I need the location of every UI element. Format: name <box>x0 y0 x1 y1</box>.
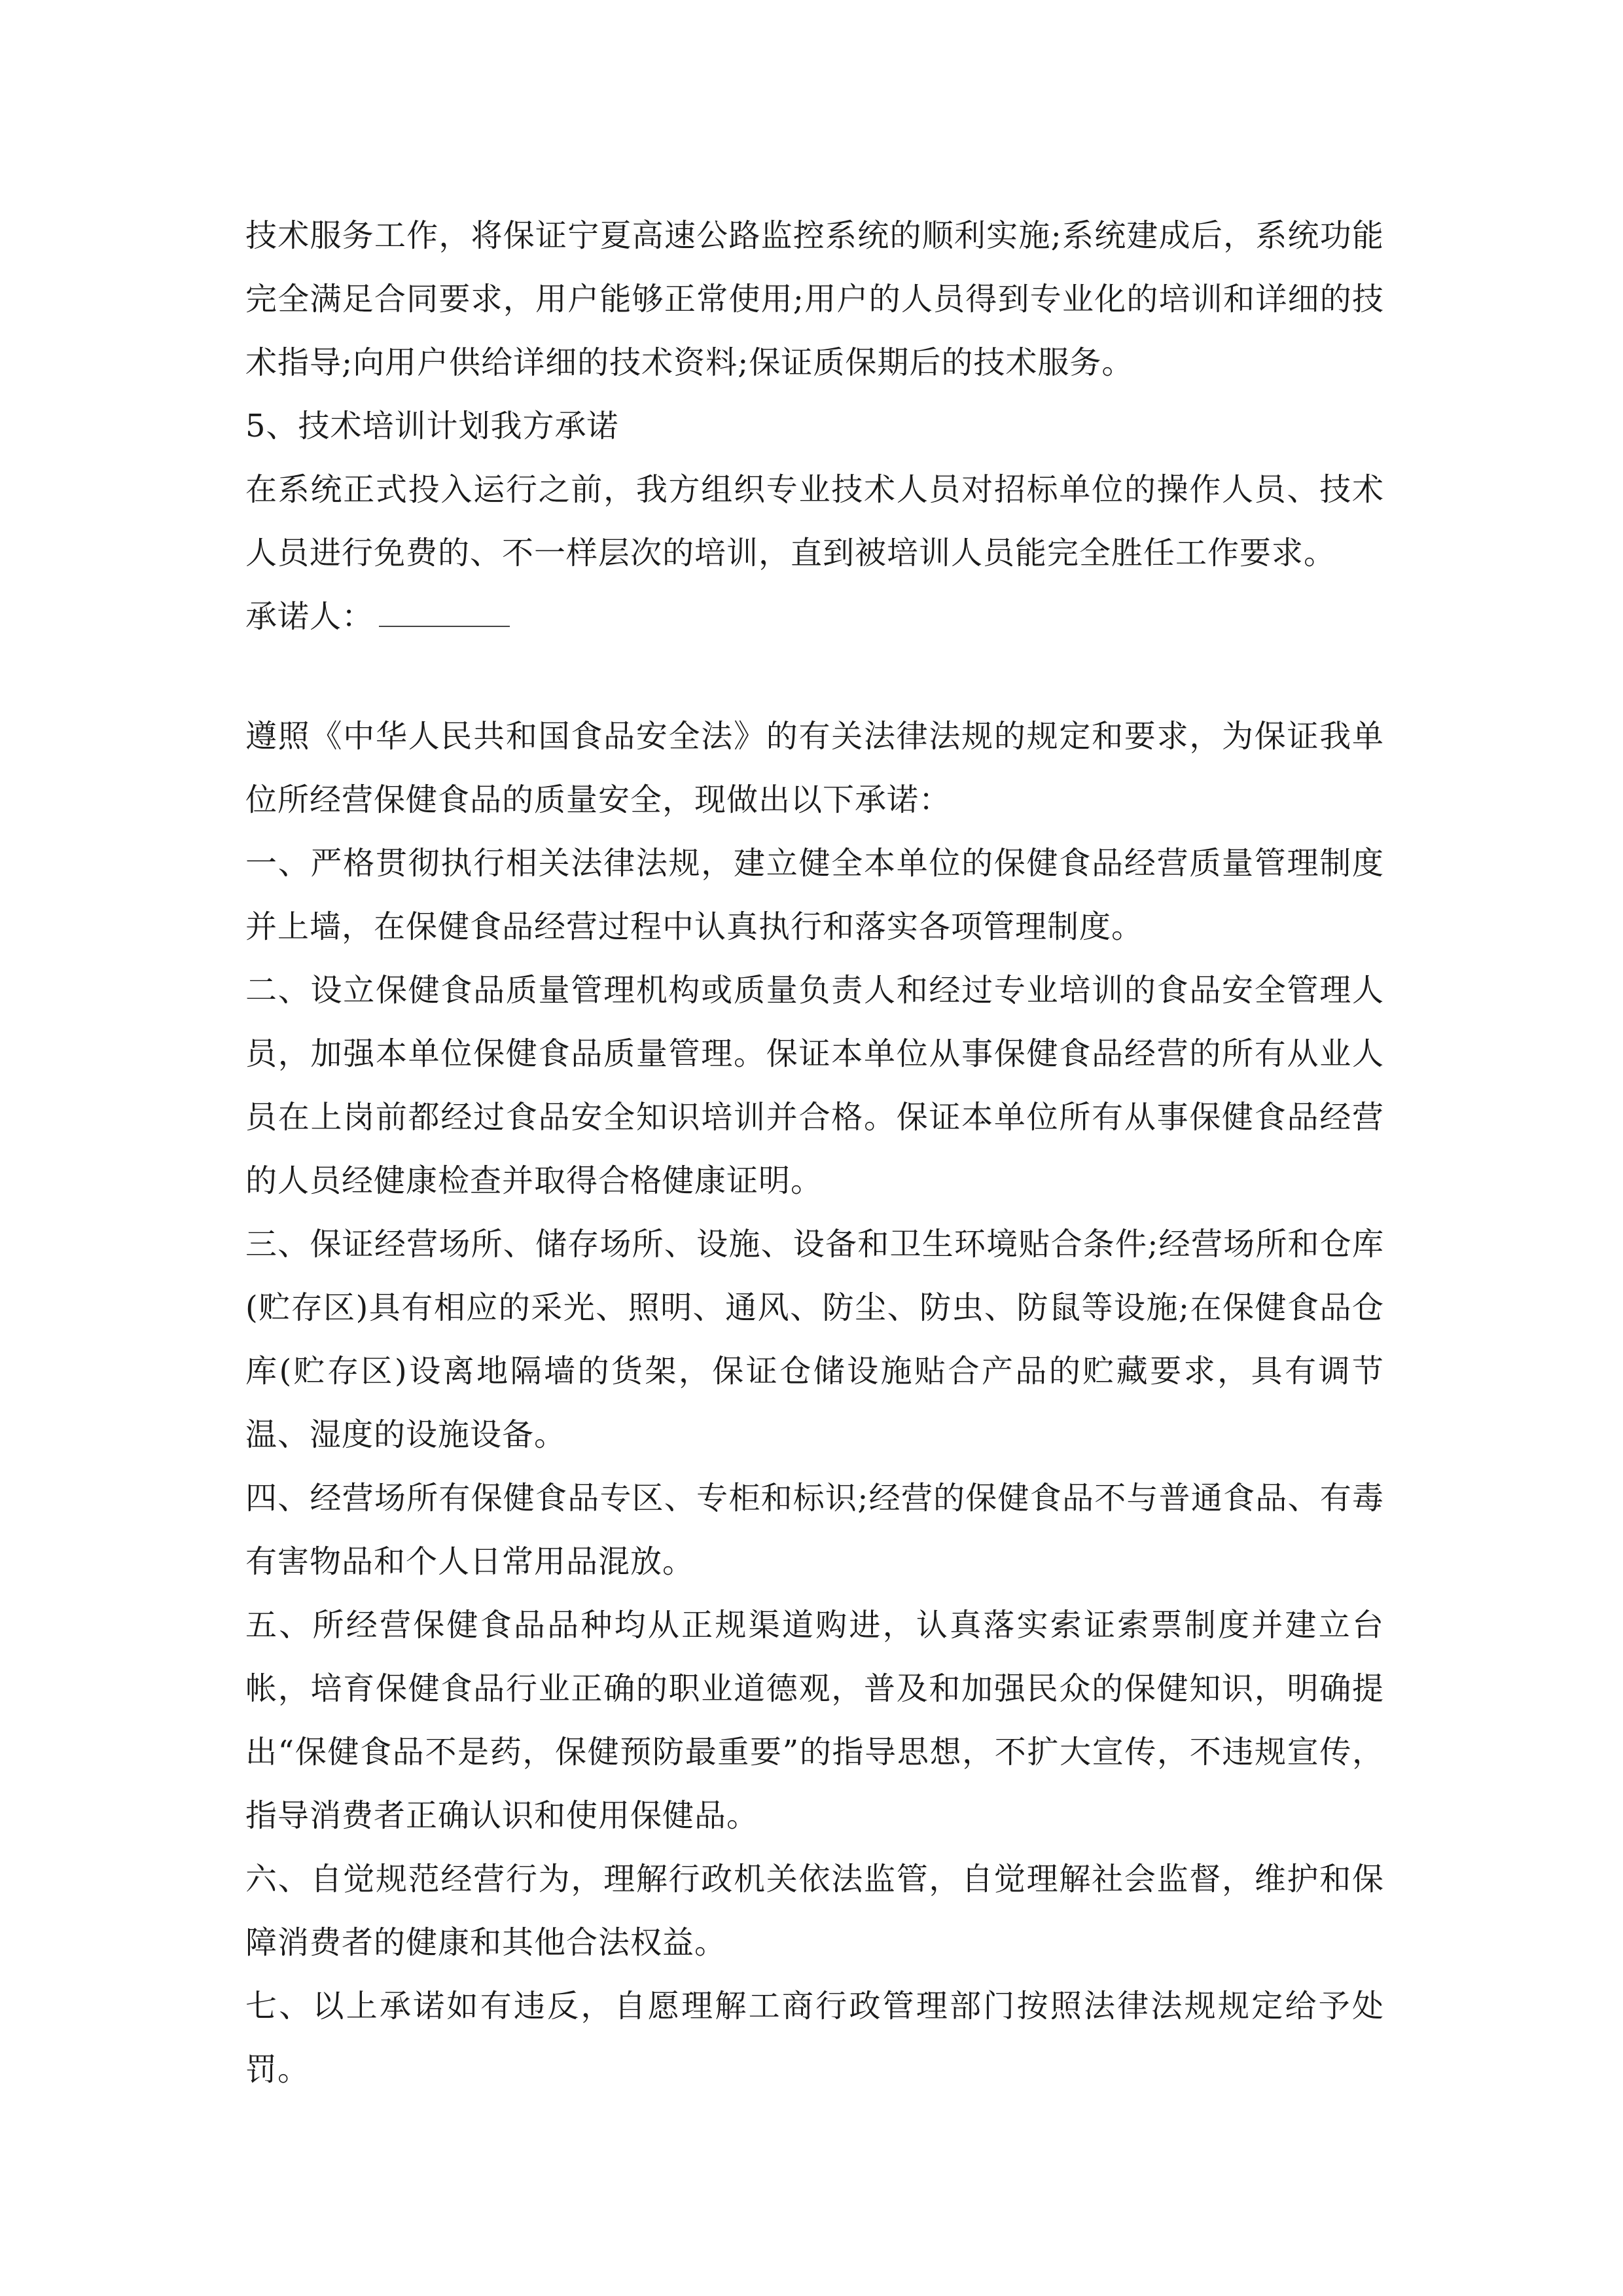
signature-row <box>245 585 1384 649</box>
signature-blank-line <box>379 623 510 627</box>
section-food-safety-commitment <box>245 705 1384 2102</box>
heading-training-commitment: 5、技术培训计划我方承诺 <box>245 408 619 444</box>
signature-label: 承诺人： <box>245 598 374 635</box>
paragraph-technical-service: 技术服务工作，将保证宁夏高速公路监控系统的顺利实施;系统建成后，系统功能完全满足合同要求，用户能够正常使用;用户的人员得到专业化的培训和详细的技术指导;向用户供给详细的技术资料;保证质保期后的技术服务。 <box>245 217 1384 381</box>
commitment-item-7: 七、以上承诺如有违反，自愿理解工商行政管理部门按照法律法规规定给予处罚。 <box>245 1988 1384 2088</box>
commitment-item-4: 四、经营场所有保健食品专区、专柜和标识;经营的保健食品不与普通食品、有毒有害物品和个人日常用品混放。 <box>245 1480 1384 1580</box>
commitment-item-5: 五、所经营保健食品品种均从正规渠道购进，认真落实索证索票制度并建立台帐，培育保健食品行业正确的职业道德观，普及和加强民众的保健知识，明确提出“保健食品不是药，保健预防最重要”的指导思想，不扩大宣传，不违规宣传，指导消费者正确认识和使用保健品。 <box>245 1607 1384 1834</box>
commitment-item-6: 六、自觉规范经营行为，理解行政机关依法监管，自觉理解社会监督，维护和保障消费者的健康和其他合法权益。 <box>245 1861 1384 1961</box>
commitment-item-3: 三、保证经营场所、储存场所、设施、设备和卫生环境贴合条件;经营场所和仓库(贮存区)具有相应的采光、照明、通风、防尘、防虫、防鼠等设施;在保健食品仓库(贮存区)设离地隔墙的货架，保证仓储设施贴合产品的贮藏要求，具有调节温、湿度的设施设备。 <box>245 1226 1384 1453</box>
paragraph-training-plan: 在系统正式投入运行之前，我方组织专业技术人员对招标单位的操作人员、技术人员进行免费的、不一样层次的培训，直到被培训人员能完全胜任工作要求。 <box>245 471 1384 571</box>
paragraph-commitment-intro: 遵照《中华人民共和国食品安全法》的有关法律法规的规定和要求，为保证我单位所经营保健食品的质量安全，现做出以下承诺： <box>245 718 1384 818</box>
commitment-item-2: 二、设立保健食品质量管理机构或质量负责人和经过专业培训的食品安全管理人员，加强本单位保健食品质量管理。保证本单位从事保健食品经营的所有从业人员在上岗前都经过食品安全知识培训并合格。保证本单位所有从事保健食品经营的人员经健康检查并取得合格健康证明。 <box>245 972 1384 1199</box>
section-technical-service <box>245 204 1384 649</box>
commitment-item-1: 一、严格贯彻执行相关法律法规，建立健全本单位的保健食品经营质量管理制度并上墙，在保健食品经营过程中认真执行和落实各项管理制度。 <box>245 845 1384 945</box>
